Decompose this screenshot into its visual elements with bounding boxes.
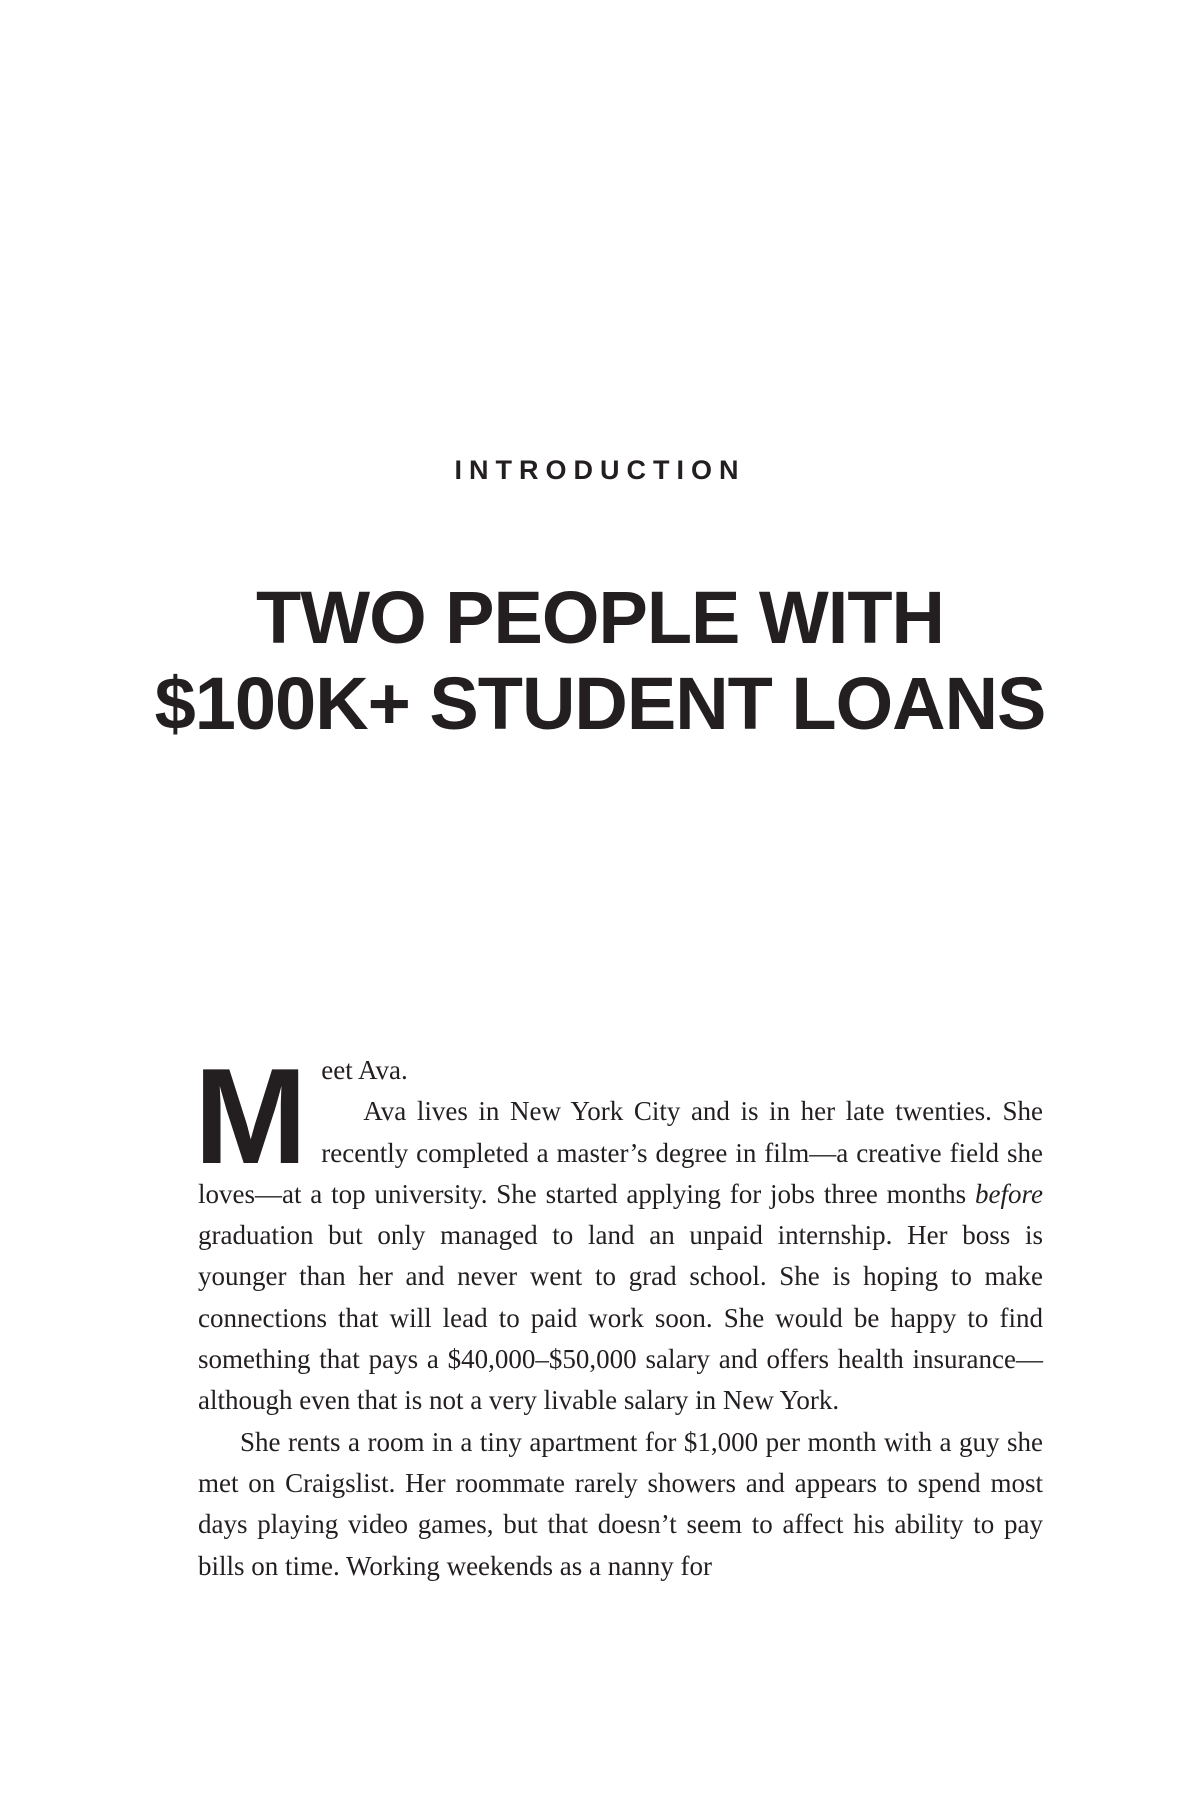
opening-text: eet Ava. <box>321 1055 408 1085</box>
chapter-label: INTRODUCTION <box>454 455 746 485</box>
paragraph-2: She rents a room in a tiny apartment for $1,000 per month with a guy she met on Craigslist. Her roommate rarely showers and appears to spend most days playing video games, but that doesn’t seem to affect his ability to pay bills on time. Working weekends as a nanny for <box>198 1426 1043 1581</box>
paragraph-1-rest: graduation but only managed to land an unpaid internship. Her boss is younger than her and never went to grad school. She is hoping to make connections that will lead to paid work soon. She would be happy to find something that pays a $40,000–$50,000 salary and offers health insurance—although even that is not a very livable salary in New York. <box>198 1220 1043 1416</box>
paragraph-1-text: Ava lives in New York City and is in her late twenties. She recently completed a master’s degree in film—a creative field she loves—at a top university. She started applying for jobs three months <box>198 1096 1043 1209</box>
chapter-title <box>0 575 1200 747</box>
chapter-title-line-2: $100K+ STUDENT LOANS <box>154 662 1046 745</box>
chapter-title-line-1: TWO PEOPLE WITH <box>256 576 944 659</box>
paragraph-1-emphasis: before <box>975 1178 1043 1209</box>
opening-line <box>198 1050 1043 1091</box>
drop-cap: M <box>194 1040 308 1192</box>
paragraph-1 <box>198 1091 1043 1421</box>
body-text <box>194 1040 1043 1587</box>
